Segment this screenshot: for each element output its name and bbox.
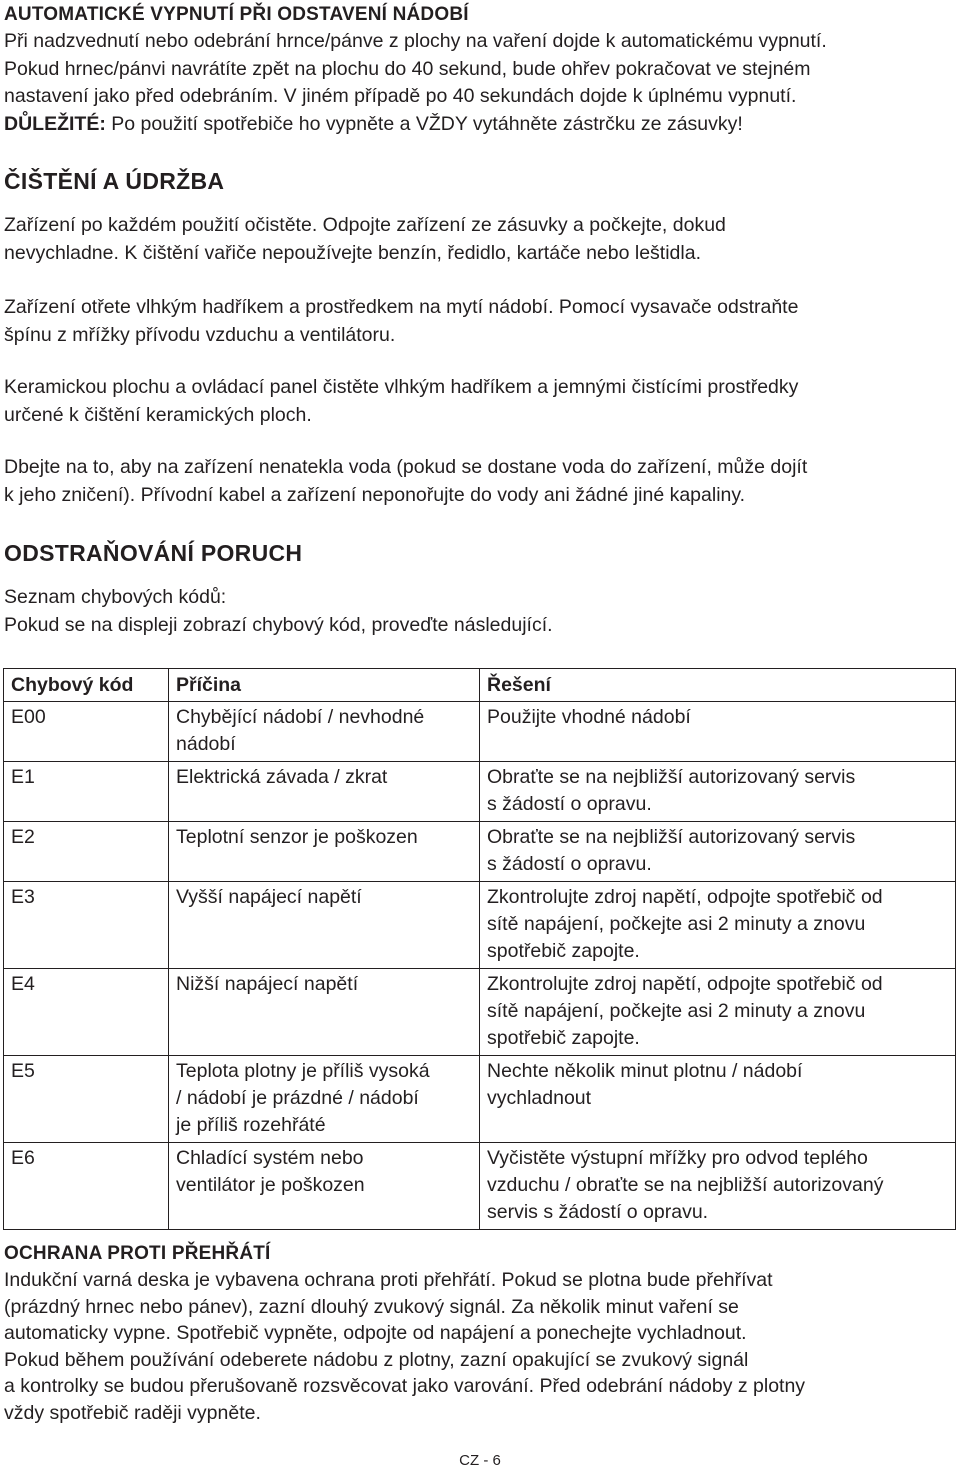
solution-line: Nechte několik minut plotnu / nádobí [487, 1060, 803, 1082]
error-code-cell: E5 [4, 1056, 169, 1143]
header-error-code: Chybový kód [4, 669, 169, 702]
table-row [4, 762, 956, 822]
troubleshooting-heading: ODSTRAŇOVÁNÍ PORUCH [4, 540, 303, 566]
overheat-line: automaticky vypne. Spotřebič vypněte, odpojte od napájení a ponechejte vychladnout. [4, 1322, 747, 1344]
important-label: DŮLEŽITÉ: [4, 112, 106, 135]
table-row [4, 882, 956, 969]
cleaning-line: určené k čištění keramických ploch. [4, 403, 312, 426]
troubleshooting-intro [4, 584, 954, 639]
overheat-line: a kontrolky se budou přerušovaně rozsvěcovat jako varování. Před odebrání nádoby z plotny [4, 1375, 806, 1397]
solution-line: Obraťte se na nejbližší autorizovaný servis [487, 766, 856, 788]
cause-line: Nižší napájecí napětí [176, 973, 359, 995]
overheat-line: (prázdný hrnec nebo pánev), zazní dlouhý zvukový signál. Za několik minut vaření se [4, 1295, 739, 1318]
table-row [4, 702, 956, 762]
cause-line: Teplotní senzor je poškozen [176, 826, 418, 848]
solution-cell [480, 969, 956, 1056]
cleaning-paragraph [4, 454, 954, 509]
table-row [4, 1143, 956, 1230]
cleaning-line: Zařízení po každém použití očistěte. Odpojte zařízení ze zásuvky a počkejte, dokud [4, 214, 726, 236]
cause-line: Vyšší napájecí napětí [176, 886, 362, 908]
cause-cell [169, 822, 480, 882]
cleaning-line: nevychladne. K čištění vařiče nepoužívejte benzín, ředidlo, kartáče nebo leštidla. [4, 241, 702, 264]
cause-cell [169, 702, 480, 762]
cause-cell [169, 969, 480, 1056]
solution-line: vzduchu / obraťte se na nejbližší autorizovaný [487, 1174, 884, 1196]
cause-line: ventilátor je poškozen [176, 1174, 365, 1196]
solution-cell [480, 762, 956, 822]
error-code-cell: E6 [4, 1143, 169, 1230]
auto-off-section [4, 2, 954, 138]
cause-line: Chybějící nádobí / nevhodné [176, 706, 425, 728]
cause-line: Chladící systém nebo [176, 1147, 364, 1169]
auto-off-line: Při nadzvednutí nebo odebrání hrnce/pánve z plochy na vaření dojde k automatickému vypnutí. [4, 30, 827, 52]
solution-line: sítě napájení, počkejte asi 2 minuty a znovu [487, 1000, 866, 1022]
solution-cell [480, 702, 956, 762]
error-code-table [3, 668, 956, 1230]
overheat-heading: OCHRANA PROTI PŘEHŘÁTÍ [4, 1243, 271, 1264]
auto-off-line: Pokud hrnec/pánvi navrátíte zpět na plochu do 40 sekund, bude ohřev pokračovat ve stejném [4, 57, 811, 80]
cleaning-paragraph [4, 374, 954, 429]
solution-cell [480, 1056, 956, 1143]
solution-line: Zkontrolujte zdroj napětí, odpojte spotřebič od [487, 973, 883, 995]
error-code-cell: E2 [4, 822, 169, 882]
cleaning-line: špínu z mřížky přívodu vzduchu a ventilátoru. [4, 323, 396, 346]
solution-line: Obraťte se na nejbližší autorizovaný servis [487, 826, 856, 848]
overheat-line: vždy spotřebič raději vypněte. [4, 1401, 261, 1424]
error-code-cell: E4 [4, 969, 169, 1056]
cause-cell [169, 1143, 480, 1230]
important-text: Po použití spotřebiče ho vypněte a VŽDY vytáhněte zástrčku ze zásuvky! [105, 112, 743, 135]
cleaning-heading: ČIŠTĚNÍ A ÚDRŽBA [4, 168, 225, 194]
table-row [4, 1056, 956, 1143]
error-code-cell: E1 [4, 762, 169, 822]
cleaning-line: k jeho zničení). Přívodní kabel a zařízení neponořujte do vody ani žádné jiné kapaliny. [4, 483, 746, 506]
solution-line: sítě napájení, počkejte asi 2 minuty a znovu [487, 913, 866, 935]
overheat-line: Indukční varná deska je vybavena ochrana proti přehřátí. Pokud se plotna bude přehřívat [4, 1269, 773, 1291]
cleaning-line: Keramickou plochu a ovládací panel čistěte vlhkým hadříkem a jemnými čistícími prostředky [4, 376, 799, 398]
table-header-row [4, 669, 956, 702]
cleaning-section [4, 166, 954, 196]
solution-line: servis s žádostí o opravu. [487, 1201, 709, 1223]
intro-line: Seznam chybových kódů: [4, 586, 227, 608]
solution-cell [480, 822, 956, 882]
page-number: CZ - 6 [459, 1452, 501, 1469]
cause-line: Teplota plotny je příliš vysoká [176, 1060, 430, 1082]
troubleshooting-section [4, 538, 954, 568]
cause-line: / nádobí je prázdné / nádobí [176, 1087, 419, 1109]
cleaning-paragraph [4, 294, 954, 349]
auto-off-line: nastavení jako před odebráním. V jiném případě po 40 sekundách dojde k úplnému vypnutí. [4, 85, 797, 107]
cause-cell [169, 1056, 480, 1143]
cause-line: je příliš rozehřáté [176, 1114, 326, 1136]
solution-line: spotřebič zapojte. [487, 940, 640, 962]
solution-line: s žádostí o opravu. [487, 853, 652, 875]
solution-line: spotřebič zapojte. [487, 1027, 640, 1049]
header-solution: Řešení [480, 669, 956, 702]
solution-cell [480, 882, 956, 969]
error-code-cell: E00 [4, 702, 169, 762]
overheat-section [4, 1241, 954, 1426]
auto-off-heading: AUTOMATICKÉ VYPNUTÍ PŘI ODSTAVENÍ NÁDOBÍ [4, 4, 469, 25]
table-row [4, 822, 956, 882]
cause-cell [169, 762, 480, 822]
cause-line: nádobí [176, 733, 236, 755]
cleaning-line: Zařízení otřete vlhkým hadříkem a prostředkem na mytí nádobí. Pomocí vysavače odstraňte [4, 296, 799, 318]
table-row [4, 969, 956, 1056]
cause-line: Elektrická závada / zkrat [176, 766, 388, 788]
solution-line: Použijte vhodné nádobí [487, 706, 691, 728]
cleaning-paragraph [4, 212, 954, 267]
solution-line: s žádostí o opravu. [487, 793, 652, 815]
important-note [4, 111, 954, 139]
cleaning-line: Dbejte na to, aby na zařízení nenatekla voda (pokud se dostane voda do zařízení, může dojít [4, 456, 808, 478]
solution-line: vychladnout [487, 1087, 592, 1109]
error-code-cell: E3 [4, 882, 169, 969]
solution-line: Vyčistěte výstupní mřížky pro odvod teplého [487, 1147, 868, 1169]
overheat-line: Pokud během používání odeberete nádobu z plotny, zazní opakující se zvukový signál [4, 1348, 749, 1371]
solution-line: Zkontrolujte zdroj napětí, odpojte spotřebič od [487, 886, 883, 908]
header-cause: Příčina [169, 669, 480, 702]
cause-cell [169, 882, 480, 969]
solution-cell [480, 1143, 956, 1230]
intro-line: Pokud se na displeji zobrazí chybový kód, proveďte následující. [4, 613, 553, 636]
